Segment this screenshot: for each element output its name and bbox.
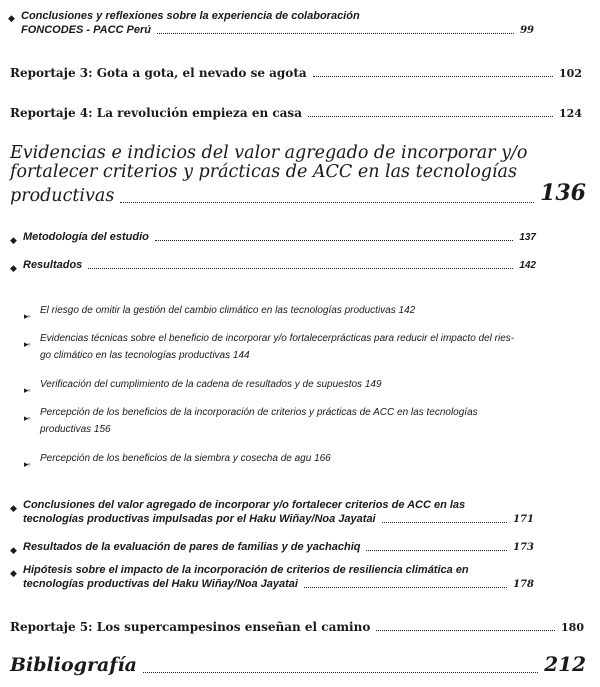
sub-bullet-icon: ▸◦	[24, 339, 30, 349]
toc-entry-reportaje-4[interactable]	[10, 106, 582, 120]
sub-bullet-icon: ▸◦	[24, 311, 30, 321]
toc-entry-resultados[interactable]	[23, 259, 536, 272]
toc-entry-title: Reportaje 5: Los supercampesinos enseñan el camino	[10, 620, 371, 634]
toc-entry-reportaje-3[interactable]	[10, 66, 582, 80]
toc-entry-hipotesis-line2[interactable]	[23, 578, 534, 591]
toc-subentry-line: productivas	[40, 424, 92, 435]
toc-entry-title: Reportaje 3: Gota a gota, el nevado se agota	[10, 66, 307, 80]
toc-entry-line: Conclusiones y reflexiones sobre la experiencia de colaboración	[21, 10, 360, 22]
page-number: 144	[232, 350, 250, 361]
bullet-icon: ◆	[10, 545, 17, 555]
dotted-leader	[120, 202, 534, 203]
dotted-leader	[366, 550, 507, 551]
toc-entry-conclusiones-foncodes-line2[interactable]	[21, 24, 534, 37]
section-heading-line: fortalecer criterios y prácticas de ACC en las tecnologías	[10, 162, 517, 182]
toc-subentry-text: Percepción de los beneficios de la siembra y cosecha de agu	[40, 453, 312, 464]
dotted-leader	[313, 76, 553, 77]
page-number: 178	[513, 579, 534, 590]
section-heading-line: productivas	[10, 186, 115, 206]
toc-subentry-riesgo[interactable]	[40, 302, 415, 319]
toc-entry-title: Resultados	[23, 259, 83, 271]
toc-subentry-evidencias-tecnicas[interactable]	[40, 330, 514, 364]
toc-entry-line: FONCODES - PACC Perú	[21, 24, 151, 36]
bullet-icon: ◆	[10, 503, 17, 513]
toc-entry-conclusiones-foncodes[interactable]	[21, 10, 360, 23]
bullet-icon: ◆	[10, 263, 17, 273]
bullet-icon: ◆	[10, 568, 17, 578]
bullet-icon: ◆	[8, 13, 15, 23]
toc-entry-evaluacion-pares[interactable]	[23, 541, 534, 554]
toc-subentry-verificacion[interactable]	[40, 376, 382, 393]
toc-entry-line: Hipótesis sobre el impacto de la incorporación de criterios de resiliencia climática en	[23, 564, 469, 576]
page-number: 180	[561, 621, 584, 634]
bullet-icon: ◆	[10, 235, 17, 245]
toc-entry-title: Reportaje 4: La revolución empieza en casa	[10, 106, 302, 120]
page-number: 173	[513, 542, 534, 553]
page-number: 124	[559, 107, 582, 120]
toc-subentry-text: El riesgo de omitir la gestión del cambio climático en las tecnologías productivas	[40, 305, 396, 316]
toc-entry-bibliografia[interactable]	[10, 652, 586, 676]
toc-entry-title: Resultados de la evaluación de pares de familias y de yachachiq	[23, 541, 361, 553]
toc-entry-line: tecnologías productivas impulsadas por el Haku Wiñay/Noa Jayatai	[23, 513, 376, 525]
dotted-leader	[382, 522, 508, 523]
dotted-leader	[308, 116, 553, 117]
dotted-leader	[304, 587, 507, 588]
toc-entry-conclusiones-valor[interactable]	[23, 499, 465, 512]
section-heading-evidencias-last-line[interactable]	[10, 180, 586, 206]
dotted-leader	[88, 268, 513, 269]
section-heading-line: Evidencias e indicios del valor agregado de incorporar y/o	[10, 143, 528, 163]
page-number: 142	[519, 260, 536, 271]
toc-entry-line: tecnologías productivas del Haku Wiñay/Noa Jayatai	[23, 578, 298, 590]
sub-bullet-icon: ▸◦	[24, 413, 30, 423]
page-number: 166	[314, 453, 331, 464]
page-number: 171	[513, 514, 534, 525]
toc-entry-line: Conclusiones del valor agregado de incorporar y/o fortalecer criterios de ACC en las	[23, 499, 466, 511]
page-number: 99	[520, 25, 534, 36]
dotted-leader	[155, 240, 513, 241]
sub-bullet-icon: ▸◦	[24, 385, 30, 395]
toc-subentry-line: Evidencias técnicas sobre el beneficio de incorporar y/o fortalecerprácticas para reducir el impacto del ries-	[40, 333, 515, 344]
page-number: 142	[398, 305, 416, 316]
dotted-leader	[376, 630, 555, 631]
dotted-leader	[157, 33, 514, 34]
toc-entry-reportaje-5[interactable]	[10, 620, 584, 634]
toc-entry-title: Metodología del estudio	[23, 231, 149, 243]
toc-subentry-text: Verificación del cumplimiento de la cadena de resultados y de supuestos	[40, 379, 363, 390]
page-number: 136	[540, 180, 586, 206]
toc-subentry-percepcion-acc[interactable]	[40, 404, 478, 438]
page-number: 137	[519, 232, 536, 243]
page-number: 149	[364, 379, 382, 390]
dotted-leader	[143, 672, 538, 673]
section-heading-evidencias[interactable]	[10, 144, 527, 182]
page-number: 212	[544, 652, 586, 676]
toc-entry-metodologia[interactable]	[23, 231, 536, 244]
toc-subentry-siembra[interactable]	[40, 450, 331, 467]
toc-entry-hipotesis[interactable]	[23, 564, 469, 577]
toc-subentry-line: go climático en las tecnologías productivas	[40, 350, 231, 361]
toc-entry-title: Bibliografía	[10, 654, 137, 676]
sub-bullet-icon: ▸◦	[24, 459, 30, 469]
toc-entry-conclusiones-valor-line2[interactable]	[23, 513, 534, 526]
toc-subentry-line: Percepción de los beneficios de la incorporación de criterios y prácticas de ACC en las tecnologías	[40, 407, 478, 418]
page-number: 102	[559, 67, 582, 80]
page-number: 156	[93, 424, 111, 435]
